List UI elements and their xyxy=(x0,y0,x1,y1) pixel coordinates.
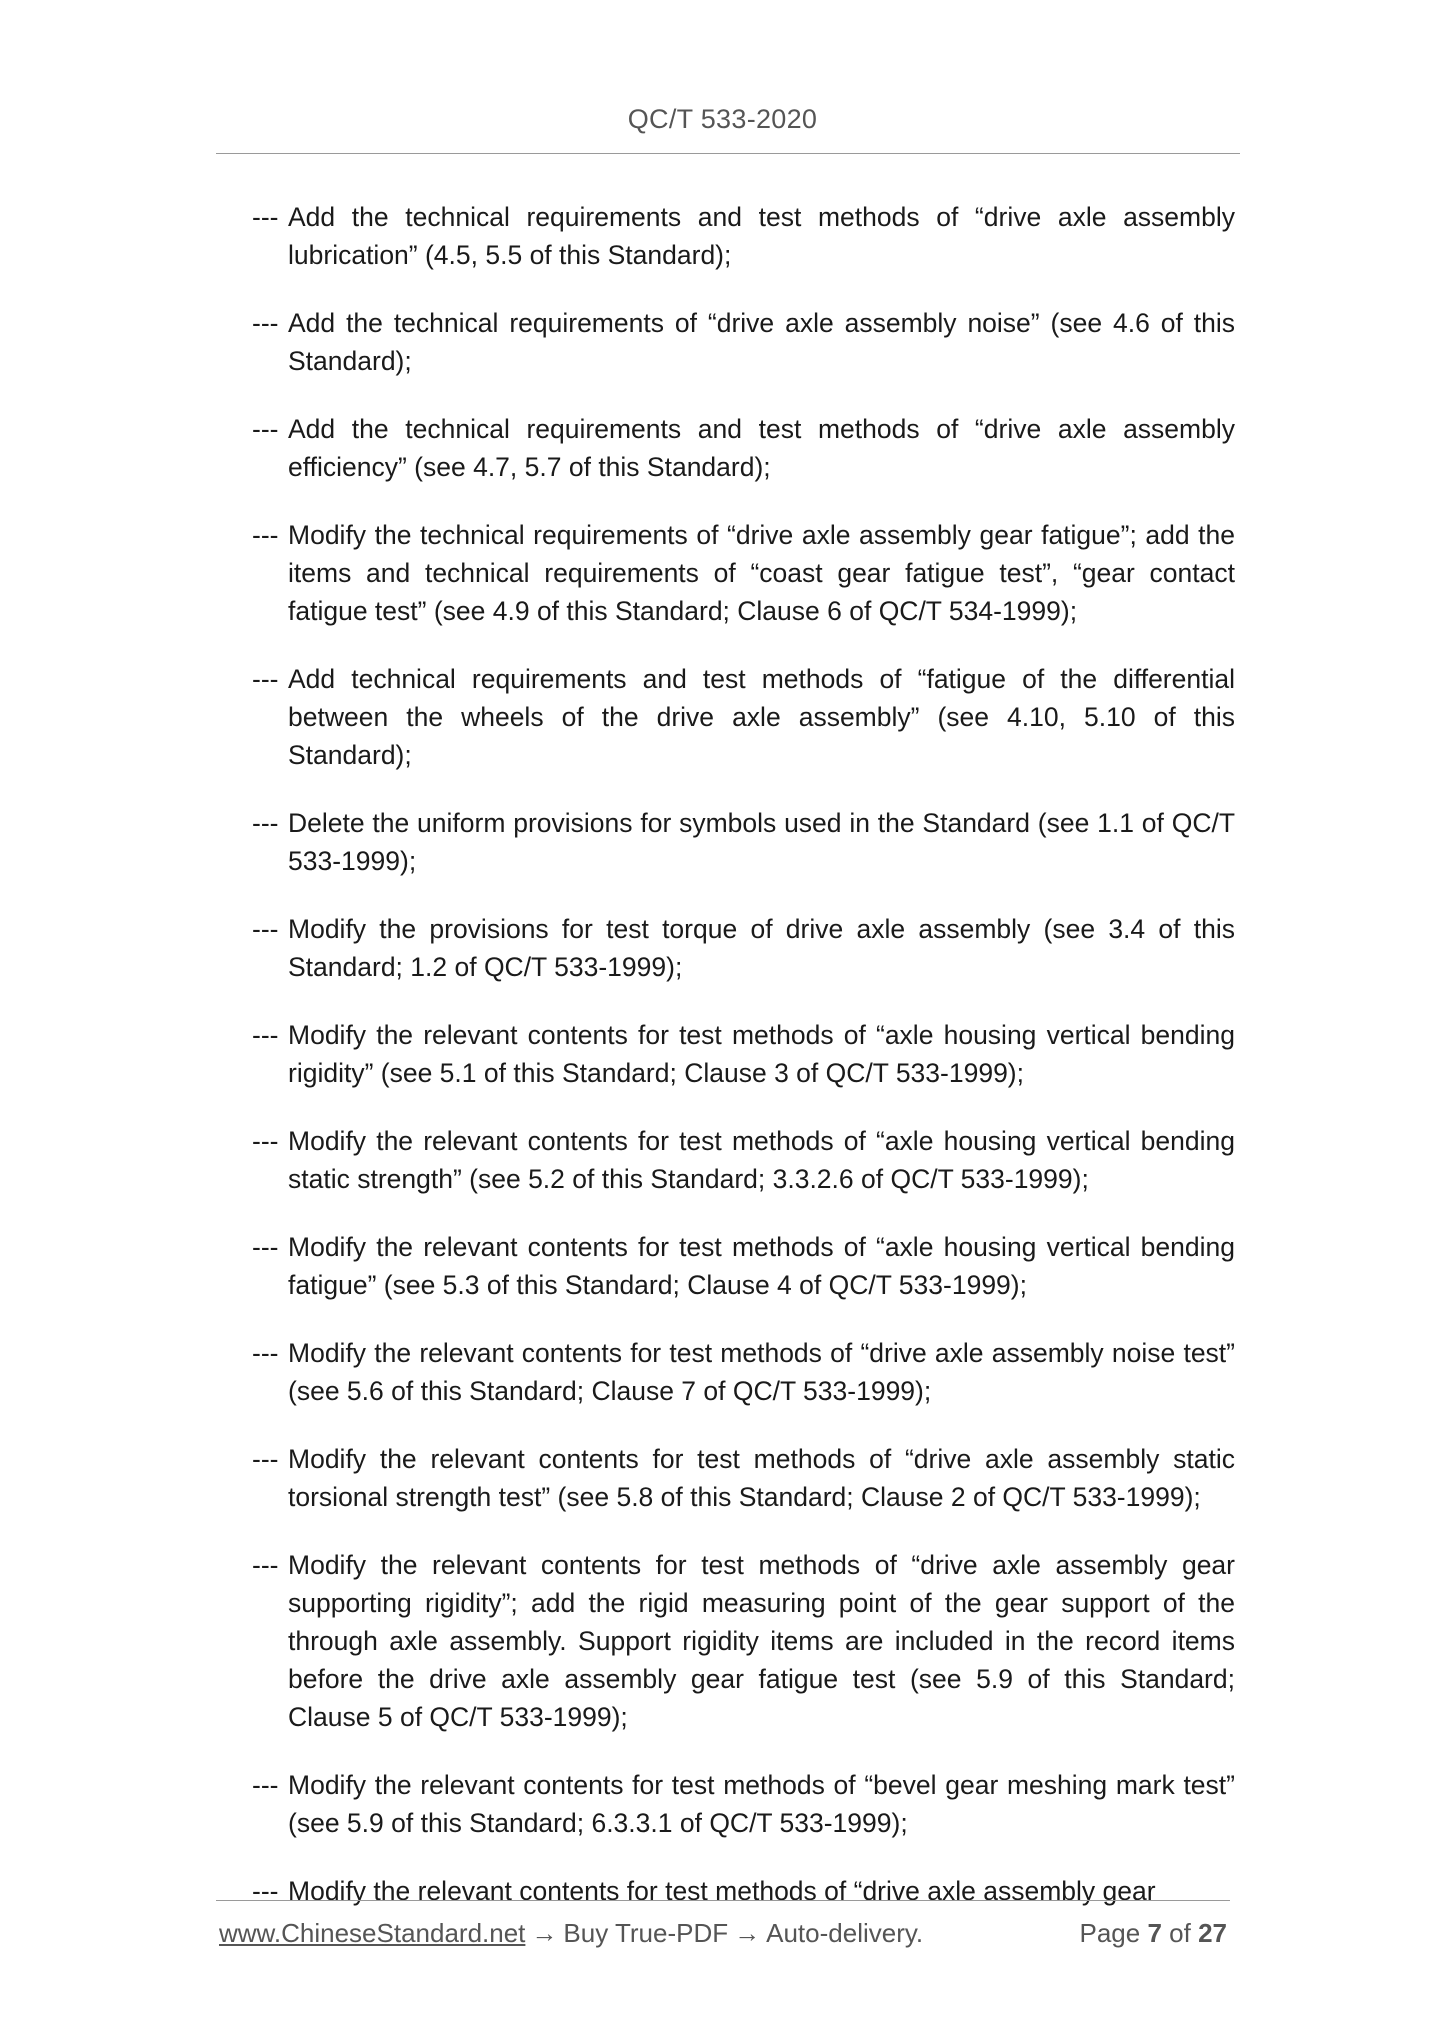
list-item xyxy=(252,410,1235,486)
list-item xyxy=(252,1122,1235,1198)
list-dash: --- xyxy=(252,664,279,694)
list-item xyxy=(252,804,1235,880)
list-item-text: Modify the technical requirements of “drive axle assembly gear fatigue”; add the items and technical requirements of “coast gear fatigue test”, “gear contact fatigue test” (see 4.9 of this Standard; Clause 6 of QC/T 534-1999); xyxy=(288,520,1235,626)
page-header-title: QC/T 533-2020 xyxy=(627,104,818,134)
footer-divider xyxy=(216,1900,1230,1901)
list-item xyxy=(252,910,1235,986)
list-item xyxy=(252,1016,1235,1092)
list-item-text: Modify the relevant contents for test methods of “axle housing vertical bending static strength” (see 5.2 of this Standard; 3.3.2.6 of QC/T 533-1999); xyxy=(288,1126,1235,1194)
list-item-text: Modify the relevant contents for test methods of “drive axle assembly static torsional strength test” (see 5.8 of this Standard; Clause 2 of QC/T 533-1999); xyxy=(288,1444,1235,1512)
list-item xyxy=(252,1766,1235,1842)
list-item-text: Modify the relevant contents for test methods of “drive axle assembly gear supporting rigidity”; add the rigid measuring point of the gear support of the through axle assembly. Support rigidity items are included in the record items before the drive axle assembly gear fatigue test (see 5.9 of this Standard; Clause 5 of QC/T 533-1999); xyxy=(288,1550,1235,1732)
list-dash: --- xyxy=(252,1550,279,1580)
list-dash: --- xyxy=(252,1444,279,1474)
list-item-text: Add the technical requirements and test methods of “drive axle assembly efficiency” (see 4.7, 5.7 of this Standard); xyxy=(288,414,1235,482)
list-dash: --- xyxy=(252,808,279,838)
list-dash: --- xyxy=(252,202,279,232)
list-item-text: Modify the relevant contents for test methods of “axle housing vertical bending rigidity” (see 5.1 of this Standard; Clause 3 of QC/T 533-1999); xyxy=(288,1020,1235,1088)
footer-promo xyxy=(219,1918,923,1949)
buy-pdf-text: Buy True-PDF xyxy=(563,1918,729,1948)
list-item xyxy=(252,1872,1235,1910)
page-footer xyxy=(219,1918,1227,1949)
list-item xyxy=(252,1546,1235,1736)
list-item-text: Modify the provisions for test torque of drive axle assembly (see 3.4 of this Standard; 1.2 of QC/T 533-1999); xyxy=(288,914,1235,982)
of-label: of xyxy=(1169,1918,1191,1948)
list-item-text: Delete the uniform provisions for symbols used in the Standard (see 1.1 of QC/T 533-1999); xyxy=(288,808,1235,876)
list-item xyxy=(252,1440,1235,1516)
list-dash: --- xyxy=(252,520,279,550)
page-counter xyxy=(1079,1918,1227,1949)
list-item xyxy=(252,660,1235,774)
list-dash: --- xyxy=(252,1232,279,1262)
list-item-text: Add technical requirements and test methods of “fatigue of the differential between the wheels of the drive axle assembly” (see 4.10, 5.10 of this Standard); xyxy=(288,664,1235,770)
list-item xyxy=(252,1228,1235,1304)
list-item xyxy=(252,1334,1235,1410)
list-item-text: Modify the relevant contents for test methods of “drive axle assembly gear xyxy=(288,1876,1156,1906)
arrow-right-icon: → xyxy=(531,1918,558,1948)
list-dash: --- xyxy=(252,414,279,444)
website-link[interactable]: www.ChineseStandard.net xyxy=(219,1918,526,1948)
list-item-text: Modify the relevant contents for test methods of “drive axle assembly noise test” (see 5.6 of this Standard; Clause 7 of QC/T 533-1999); xyxy=(288,1338,1235,1406)
page-label: Page xyxy=(1079,1918,1141,1948)
list-dash: --- xyxy=(252,914,279,944)
list-dash: --- xyxy=(252,1126,279,1156)
document-body xyxy=(252,198,1235,1940)
list-dash: --- xyxy=(252,1770,279,1800)
list-dash: --- xyxy=(252,1020,279,1050)
arrow-right-icon: → xyxy=(734,1918,761,1948)
list-item xyxy=(252,516,1235,630)
list-item-text: Modify the relevant contents for test methods of “axle housing vertical bending fatigue” (see 5.3 of this Standard; Clause 4 of QC/T 533-1999); xyxy=(288,1232,1235,1300)
list-dash: --- xyxy=(252,1338,279,1368)
list-item xyxy=(252,198,1235,274)
list-item xyxy=(252,304,1235,380)
page-number: 7 xyxy=(1147,1918,1162,1948)
list-dash: --- xyxy=(252,308,279,338)
list-item-text: Add the technical requirements of “drive axle assembly noise” (see 4.6 of this Standard); xyxy=(288,308,1235,376)
header-divider xyxy=(216,153,1240,154)
auto-delivery-text: Auto-delivery. xyxy=(766,1918,924,1948)
total-pages: 27 xyxy=(1198,1918,1227,1948)
list-item-text: Add the technical requirements and test methods of “drive axle assembly lubrication” (4.5, 5.5 of this Standard); xyxy=(288,202,1235,270)
list-dash: --- xyxy=(252,1876,279,1906)
list-item-text: Modify the relevant contents for test methods of “bevel gear meshing mark test” (see 5.9 of this Standard; 6.3.3.1 of QC/T 533-1999); xyxy=(288,1770,1235,1838)
